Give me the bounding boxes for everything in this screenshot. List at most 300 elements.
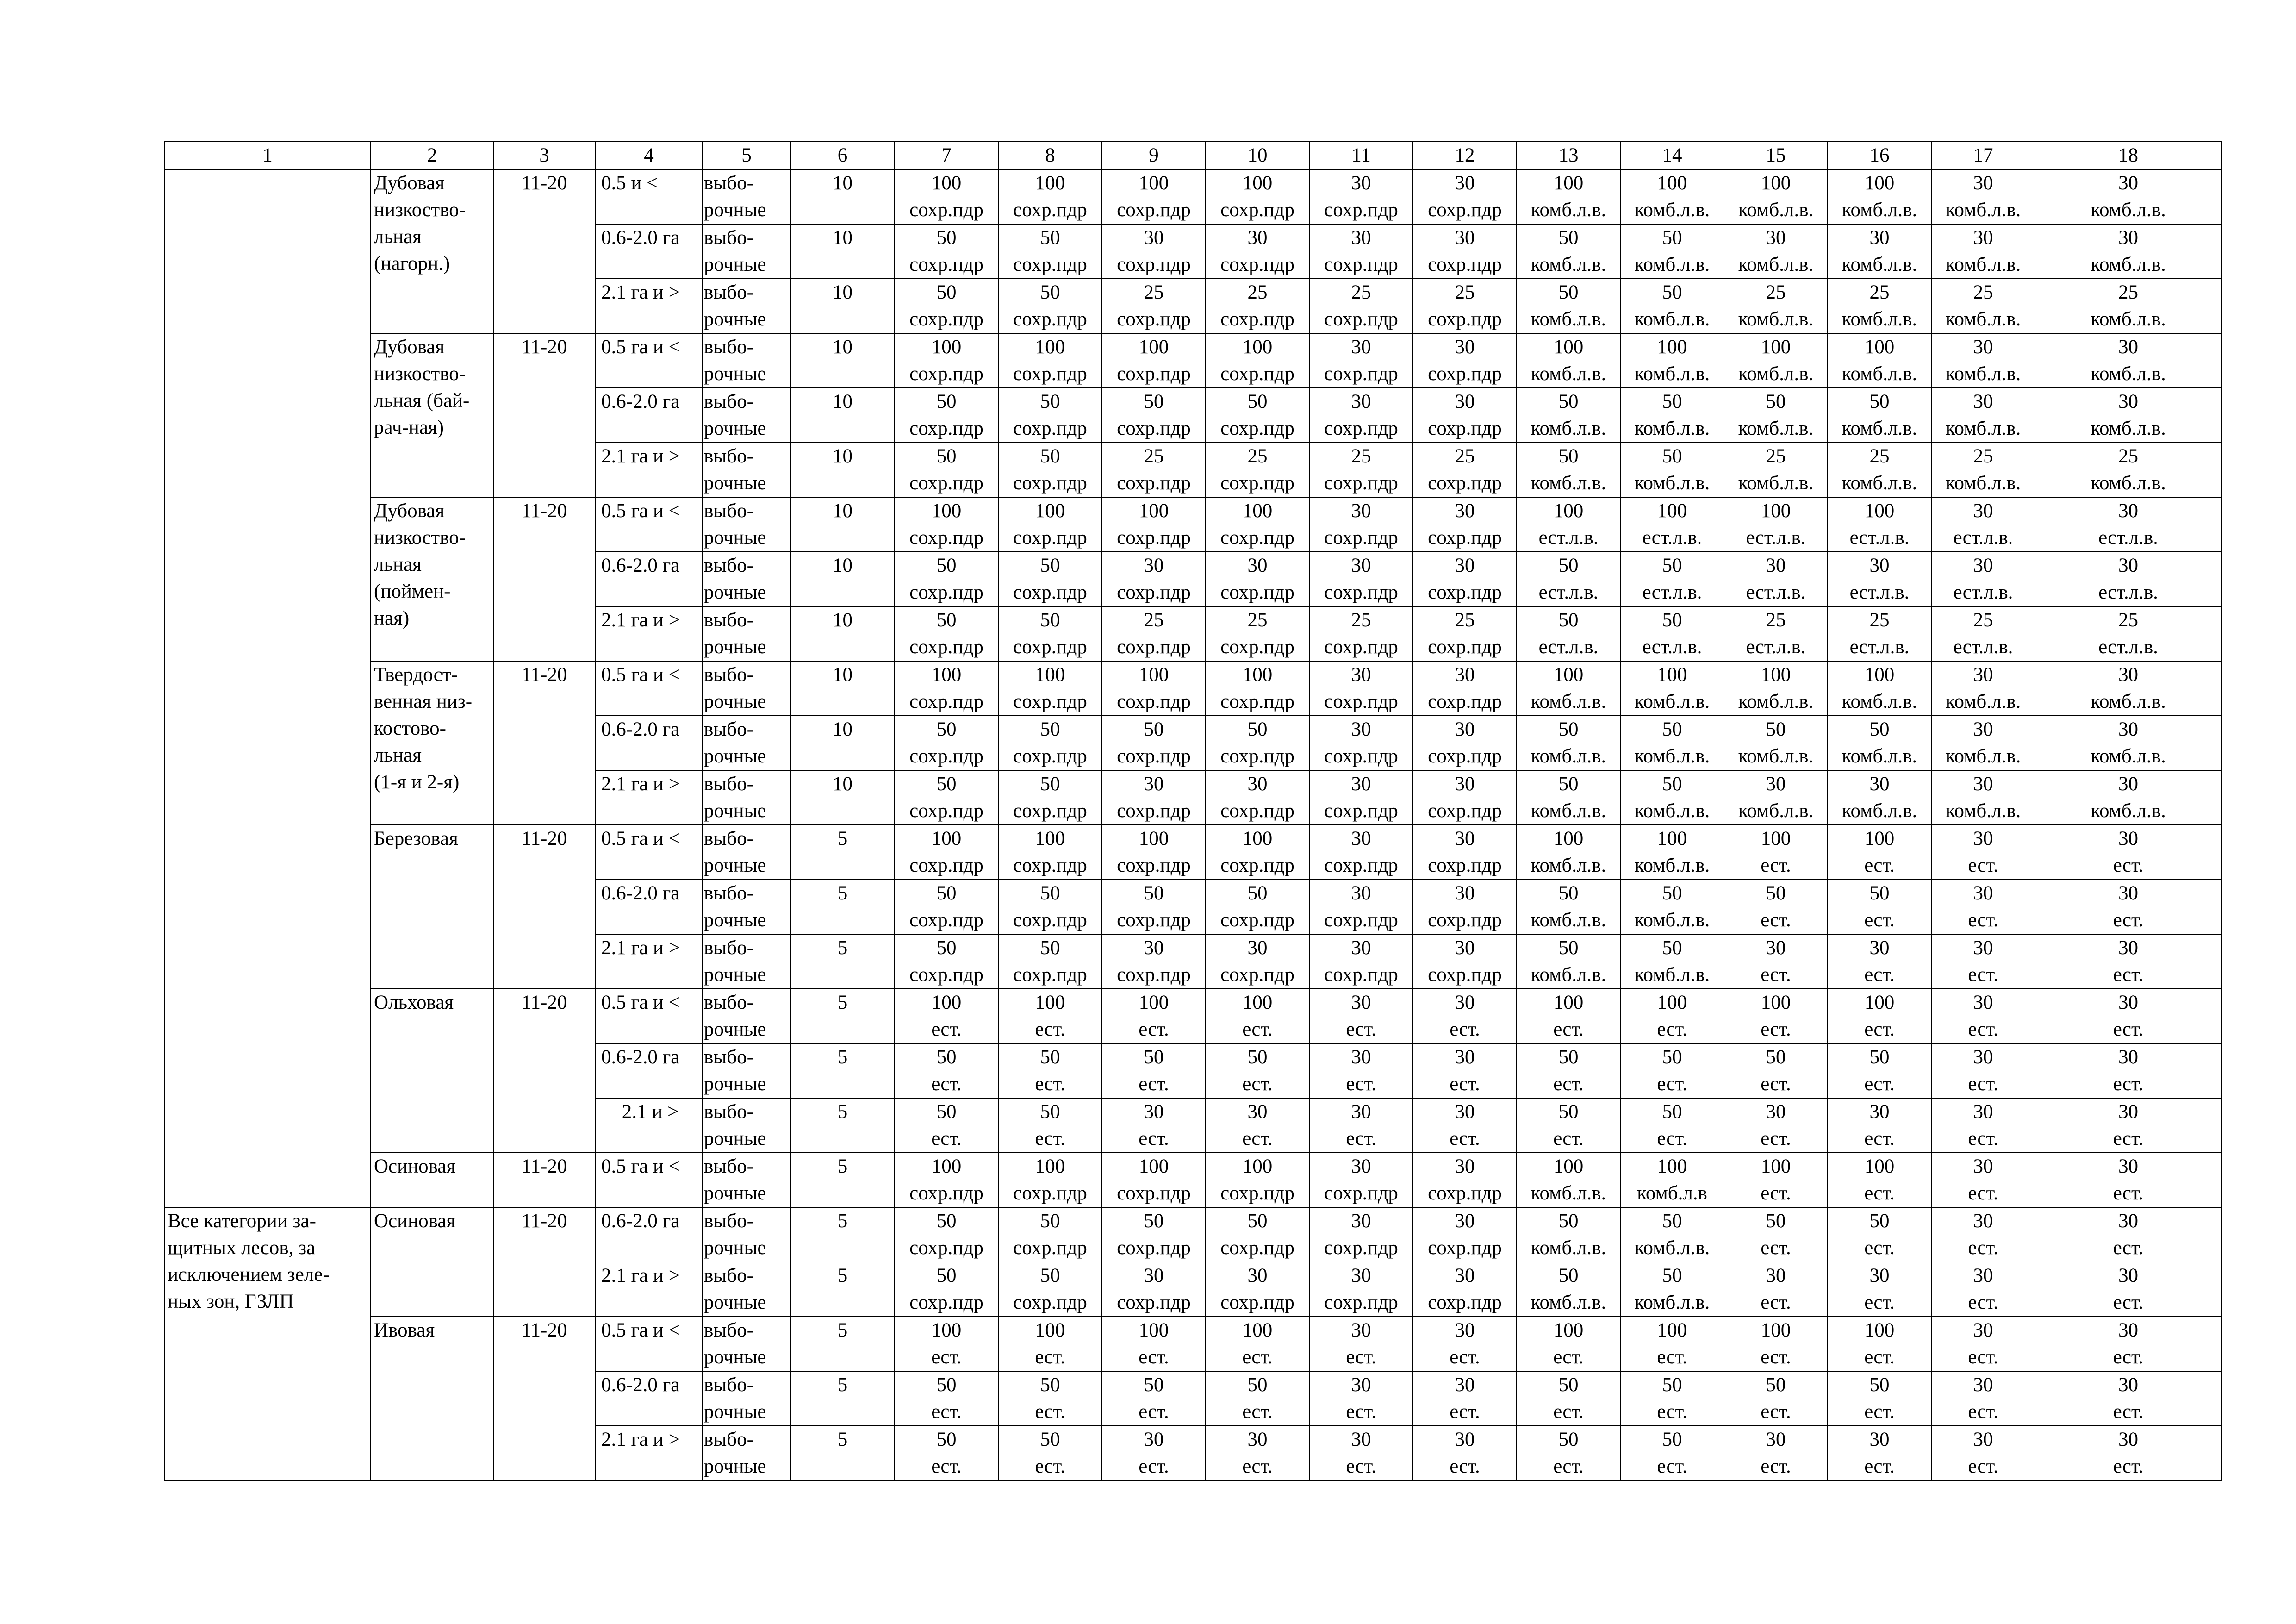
cutting-type-cell <box>703 333 790 388</box>
value-number: 30 <box>2118 1101 2138 1123</box>
value-method: ест. <box>1035 1018 1065 1040</box>
value-cell <box>895 169 998 224</box>
value-cell <box>895 1426 998 1480</box>
value-method: комб.л.в. <box>1945 800 2021 822</box>
value-number: 50 <box>936 773 957 795</box>
value-number: 30 <box>1455 500 1475 522</box>
value-number: 30 <box>1766 227 1786 249</box>
cell-line: выбо- <box>704 336 753 358</box>
value-method: комб.л.в. <box>1842 363 1917 385</box>
value-method: сохр.пдр <box>1220 418 1294 439</box>
value-cell <box>1828 1262 1931 1317</box>
value-number: 30 <box>1455 718 1475 740</box>
value-method: комб.л.в. <box>1945 363 2021 385</box>
value-number: 30 <box>2118 718 2138 740</box>
age-cell: 11-20 <box>493 825 595 989</box>
value-number: 50 <box>1247 391 1268 412</box>
value-number: 100 <box>931 828 962 849</box>
value-number: 100 <box>1864 500 1895 522</box>
value-number: 30 <box>1973 664 1993 686</box>
cutting-type-cell <box>703 716 790 770</box>
value-method: комб.л.в. <box>2091 199 2166 221</box>
value-method: ест.л.в. <box>2098 636 2158 658</box>
cell-line: выбо- <box>704 1210 753 1232</box>
value-cell <box>1828 443 1931 497</box>
column-6-cell: 5 <box>790 1153 895 1207</box>
value-number: 50 <box>1662 1210 1682 1232</box>
area-cell: 2.1 га и > <box>595 279 703 333</box>
value-cell <box>895 388 998 443</box>
value-number: 30 <box>1973 1429 1993 1450</box>
value-cell <box>998 934 1102 989</box>
value-number: 25 <box>1455 609 1475 631</box>
cutting-type-cell <box>703 552 790 606</box>
value-number: 30 <box>1247 1429 1268 1450</box>
value-cell <box>1309 333 1413 388</box>
value-number: 25 <box>1144 281 1164 303</box>
value-number: 100 <box>1242 172 1273 194</box>
value-method: сохр.пдр <box>1428 527 1502 549</box>
value-method: сохр.пдр <box>1324 1237 1398 1259</box>
value-method: сохр.пдр <box>1324 1182 1398 1204</box>
value-method: сохр.пдр <box>1324 363 1398 385</box>
value-method: комб.л.в. <box>1634 472 1710 494</box>
value-number: 30 <box>2118 1156 2138 1177</box>
value-number: 25 <box>1973 609 1993 631</box>
cutting-type-cell <box>703 1262 790 1317</box>
value-method: ест. <box>1242 1401 1273 1423</box>
value-method: сохр.пдр <box>1013 855 1087 876</box>
value-cell <box>895 552 998 606</box>
value-cell <box>1413 497 1517 552</box>
value-cell <box>1413 443 1517 497</box>
cell-line: рочные <box>704 581 766 603</box>
value-cell <box>2035 770 2221 825</box>
value-number: 50 <box>1558 227 1579 249</box>
value-method: ест. <box>1761 909 1791 931</box>
cutting-type-cell <box>703 224 790 279</box>
value-cell <box>895 1262 998 1317</box>
value-method: ест. <box>1864 909 1895 931</box>
value-number: 30 <box>1144 937 1164 959</box>
value-method: сохр.пдр <box>909 909 983 931</box>
value-cell <box>1517 661 1620 716</box>
value-number: 50 <box>1558 1101 1579 1123</box>
value-number: 100 <box>1035 336 1065 358</box>
value-number: 30 <box>1455 937 1475 959</box>
value-method: ест. <box>931 1128 962 1149</box>
column-number-16: 16 <box>1828 142 1931 169</box>
value-number: 100 <box>1553 1319 1584 1341</box>
value-method: сохр.пдр <box>1324 1292 1398 1313</box>
value-cell <box>1413 716 1517 770</box>
cell-line: Дубовая <box>374 500 445 522</box>
value-number: 50 <box>936 227 957 249</box>
value-method: комб.л.в. <box>2091 418 2166 439</box>
value-cell <box>1102 934 1206 989</box>
value-number: 50 <box>1766 718 1786 740</box>
value-method: ест. <box>1035 1455 1065 1477</box>
value-method: комб.л.в. <box>1531 308 1606 330</box>
value-number: 100 <box>1864 992 1895 1013</box>
value-cell <box>1724 661 1828 716</box>
value-method: ест. <box>1761 1073 1791 1095</box>
value-number: 50 <box>1558 1210 1579 1232</box>
value-cell <box>1413 934 1517 989</box>
value-method: сохр.пдр <box>1428 745 1502 767</box>
value-cell <box>895 497 998 552</box>
cell-line: выбо- <box>704 1046 753 1068</box>
value-cell <box>1206 989 1309 1043</box>
value-method: ест. <box>1035 1128 1065 1149</box>
value-cell <box>2035 1262 2221 1317</box>
value-number: 30 <box>1973 828 1993 849</box>
value-method: ест. <box>1864 964 1895 986</box>
value-method: сохр.пдр <box>1220 1182 1294 1204</box>
value-method: ест. <box>1242 1073 1273 1095</box>
value-method: комб.л.в. <box>1738 691 1814 712</box>
cell-line: рочные <box>704 909 766 931</box>
value-method: сохр.пдр <box>909 581 983 603</box>
value-method: сохр.пдр <box>1428 800 1502 822</box>
value-number: 100 <box>1553 1156 1584 1177</box>
column-6-cell: 5 <box>790 1317 895 1371</box>
value-number: 100 <box>1761 500 1791 522</box>
table-row <box>164 333 2221 388</box>
value-method: сохр.пдр <box>1220 636 1294 658</box>
cell-line: низкоство- <box>374 363 466 385</box>
value-method: сохр.пдр <box>1220 1237 1294 1259</box>
value-cell <box>1102 224 1206 279</box>
value-cell <box>1206 1098 1309 1153</box>
value-cell <box>2035 1371 2221 1426</box>
value-cell <box>1309 1098 1413 1153</box>
value-number: 100 <box>1035 172 1065 194</box>
cell-line: Дубовая <box>374 336 445 358</box>
value-cell <box>895 279 998 333</box>
value-number: 50 <box>1144 391 1164 412</box>
value-cell <box>1309 1317 1413 1371</box>
value-number: 50 <box>1144 1210 1164 1232</box>
value-number: 100 <box>1139 336 1169 358</box>
value-cell <box>998 497 1102 552</box>
value-cell <box>1206 1262 1309 1317</box>
value-number: 50 <box>1558 1265 1579 1287</box>
value-cell <box>1102 989 1206 1043</box>
area-cell: 2.1 га и > <box>595 1262 703 1317</box>
value-cell <box>1931 989 2035 1043</box>
value-method: комб.л.в <box>1637 1182 1707 1204</box>
value-cell <box>998 388 1102 443</box>
cell-line: рочные <box>704 745 766 767</box>
value-cell <box>1413 1262 1517 1317</box>
value-cell <box>1413 1317 1517 1371</box>
value-method: сохр.пдр <box>909 691 983 712</box>
value-number: 100 <box>1035 664 1065 686</box>
value-number: 50 <box>1662 718 1682 740</box>
value-cell <box>1309 224 1413 279</box>
value-method: комб.л.в. <box>1531 855 1606 876</box>
value-cell <box>1931 552 2035 606</box>
value-method: сохр.пдр <box>1428 691 1502 712</box>
cell-line: выбо- <box>704 828 753 849</box>
value-cell <box>1517 716 1620 770</box>
value-method: сохр.пдр <box>1220 1292 1294 1313</box>
value-cell <box>1206 934 1309 989</box>
value-number: 100 <box>1864 1319 1895 1341</box>
value-cell <box>1828 661 1931 716</box>
value-method: сохр.пдр <box>1013 1292 1087 1313</box>
value-cell <box>1724 388 1828 443</box>
value-cell <box>1828 934 1931 989</box>
value-number: 100 <box>931 172 962 194</box>
value-method: сохр.пдр <box>1428 308 1502 330</box>
value-cell <box>1413 1153 1517 1207</box>
value-number: 100 <box>1864 172 1895 194</box>
value-cell <box>1102 1371 1206 1426</box>
value-number: 50 <box>1040 882 1060 904</box>
value-cell <box>1620 169 1724 224</box>
value-method: комб.л.в. <box>2091 745 2166 767</box>
value-cell <box>1828 1098 1931 1153</box>
value-method: ест. <box>1450 1401 1480 1423</box>
value-method: сохр.пдр <box>909 199 983 221</box>
value-number: 30 <box>1973 1265 1993 1287</box>
value-number: 30 <box>1973 1156 1993 1177</box>
value-cell <box>1102 1317 1206 1371</box>
value-cell <box>998 880 1102 934</box>
value-method: комб.л.в. <box>1531 363 1606 385</box>
value-method: ест.л.в. <box>2098 527 2158 549</box>
value-number: 30 <box>1351 1429 1371 1450</box>
value-method: комб.л.в. <box>1738 308 1814 330</box>
cell-line: рочные <box>704 254 766 275</box>
value-method: ест.л.в. <box>1746 527 1806 549</box>
value-cell <box>2035 880 2221 934</box>
value-method: сохр.пдр <box>909 745 983 767</box>
value-cell <box>1620 1098 1724 1153</box>
value-cell <box>1931 934 2035 989</box>
value-method: ест.л.в. <box>1953 636 2013 658</box>
value-cell <box>998 1426 1102 1480</box>
value-cell <box>1102 880 1206 934</box>
value-number: 50 <box>1869 1374 1890 1396</box>
value-cell <box>1724 333 1828 388</box>
value-number: 50 <box>1558 555 1579 576</box>
value-cell <box>1931 169 2035 224</box>
value-cell <box>1620 716 1724 770</box>
value-number: 50 <box>936 1101 957 1123</box>
value-method: сохр.пдр <box>1117 691 1191 712</box>
cutting-type-cell <box>703 388 790 443</box>
value-number: 30 <box>1351 555 1371 576</box>
value-method: ест. <box>2113 1292 2144 1313</box>
value-cell <box>1206 1426 1309 1480</box>
value-number: 30 <box>1766 1101 1786 1123</box>
value-cell <box>1724 770 1828 825</box>
value-number: 100 <box>1035 828 1065 849</box>
value-number: 100 <box>1553 172 1584 194</box>
value-cell <box>2035 716 2221 770</box>
value-method: комб.л.в. <box>1531 1237 1606 1259</box>
stand-type-cell <box>371 661 493 825</box>
column-6-cell: 10 <box>790 606 895 661</box>
value-cell <box>998 1098 1102 1153</box>
value-number: 50 <box>936 391 957 412</box>
value-cell <box>1102 1426 1206 1480</box>
value-method: ест. <box>1761 1346 1791 1368</box>
value-cell <box>1828 1317 1931 1371</box>
value-cell <box>1413 989 1517 1043</box>
value-cell <box>998 169 1102 224</box>
value-number: 100 <box>931 992 962 1013</box>
value-cell <box>895 1317 998 1371</box>
value-method: сохр.пдр <box>1324 691 1398 712</box>
value-cell <box>1102 169 1206 224</box>
value-number: 50 <box>1247 1046 1268 1068</box>
value-cell <box>895 770 998 825</box>
age-cell: 11-20 <box>493 1317 595 1480</box>
value-cell <box>2035 1317 2221 1371</box>
cell-line: Дубовая <box>374 172 445 194</box>
value-number: 100 <box>1864 336 1895 358</box>
value-number: 30 <box>1973 500 1993 522</box>
value-number: 30 <box>1973 882 1993 904</box>
value-number: 50 <box>1558 773 1579 795</box>
cell-line: низкоство- <box>374 527 466 549</box>
value-cell <box>1517 880 1620 934</box>
value-method: комб.л.в. <box>1531 745 1606 767</box>
value-number: 100 <box>1035 1319 1065 1341</box>
value-cell <box>1102 279 1206 333</box>
value-cell <box>1206 716 1309 770</box>
value-number: 30 <box>1351 882 1371 904</box>
value-number: 30 <box>1455 1429 1475 1450</box>
value-cell <box>2035 388 2221 443</box>
value-method: комб.л.в. <box>1531 691 1606 712</box>
value-method: комб.л.в. <box>1634 363 1710 385</box>
value-number: 50 <box>1040 555 1060 576</box>
value-number: 50 <box>936 281 957 303</box>
value-cell <box>1828 224 1931 279</box>
value-method: ест. <box>1657 1073 1687 1095</box>
value-number: 50 <box>1766 391 1786 412</box>
value-number: 50 <box>1869 882 1890 904</box>
value-number: 50 <box>1144 1046 1164 1068</box>
area-cell: 2.1 га и > <box>595 606 703 661</box>
column-number-6: 6 <box>790 142 895 169</box>
value-cell <box>998 279 1102 333</box>
value-method: ест. <box>1346 1455 1376 1477</box>
value-method: комб.л.в. <box>1945 472 2021 494</box>
value-method: сохр.пдр <box>1428 1292 1502 1313</box>
value-number: 30 <box>1869 1101 1890 1123</box>
value-method: сохр.пдр <box>1428 581 1502 603</box>
column-number-14: 14 <box>1620 142 1724 169</box>
value-number: 30 <box>1455 1374 1475 1396</box>
table-body <box>164 169 2221 1480</box>
cutting-type-cell <box>703 169 790 224</box>
area-cell: 0.6-2.0 га <box>595 1207 703 1262</box>
value-method: ест. <box>1242 1455 1273 1477</box>
value-number: 30 <box>1351 937 1371 959</box>
value-number: 50 <box>1662 281 1682 303</box>
value-cell <box>998 661 1102 716</box>
value-method: сохр.пдр <box>1428 1182 1502 1204</box>
cell-line: рочные <box>704 855 766 876</box>
cutting-type-cell <box>703 497 790 552</box>
value-number: 30 <box>2118 882 2138 904</box>
value-method: ест. <box>1450 1128 1480 1149</box>
value-cell <box>1620 279 1724 333</box>
value-cell <box>1620 388 1724 443</box>
value-method: ест. <box>1450 1346 1480 1368</box>
value-method: ест.л.в. <box>1642 636 1702 658</box>
value-cell <box>998 1262 1102 1317</box>
value-number: 30 <box>1455 992 1475 1013</box>
value-number: 30 <box>2118 1210 2138 1232</box>
value-method: сохр.пдр <box>909 363 983 385</box>
value-method: сохр.пдр <box>1324 800 1398 822</box>
value-number: 50 <box>1869 1210 1890 1232</box>
value-cell <box>998 552 1102 606</box>
value-method: ест. <box>1761 1292 1791 1313</box>
stand-type-cell <box>371 1317 493 1480</box>
value-number: 100 <box>1657 664 1687 686</box>
value-method: сохр.пдр <box>1428 1237 1502 1259</box>
cell-line: выбо- <box>704 1265 753 1287</box>
cell-line: щитных лесов, за <box>168 1237 316 1259</box>
value-number: 25 <box>2118 609 2138 631</box>
value-method: ест.л.в. <box>2098 581 2158 603</box>
cell-line: Ольховая <box>374 992 454 1013</box>
value-number: 30 <box>2118 500 2138 522</box>
value-cell <box>1517 279 1620 333</box>
value-number: 30 <box>1351 227 1371 249</box>
value-number: 50 <box>1040 281 1060 303</box>
value-cell <box>895 333 998 388</box>
value-cell <box>1828 880 1931 934</box>
value-number: 30 <box>1766 1265 1786 1287</box>
value-cell <box>1102 443 1206 497</box>
value-method: сохр.пдр <box>1220 691 1294 712</box>
value-number: 25 <box>1869 281 1890 303</box>
value-method: комб.л.в. <box>1738 800 1814 822</box>
age-cell: 11-20 <box>493 497 595 661</box>
value-method: ест. <box>2113 1018 2144 1040</box>
value-method: ест. <box>1346 1401 1376 1423</box>
value-method: комб.л.в. <box>1634 1237 1710 1259</box>
column-number-11: 11 <box>1309 142 1413 169</box>
value-cell <box>1206 1043 1309 1098</box>
value-cell <box>1620 333 1724 388</box>
value-cell <box>1931 825 2035 880</box>
value-cell <box>1206 880 1309 934</box>
cell-line: льная <box>374 554 422 575</box>
value-number: 50 <box>1247 718 1268 740</box>
area-cell: 2.1 га и > <box>595 770 703 825</box>
value-method: ест. <box>1553 1128 1584 1149</box>
value-method: ест. <box>1553 1018 1584 1040</box>
value-method: комб.л.в. <box>1531 472 1606 494</box>
value-cell <box>1309 1207 1413 1262</box>
value-cell <box>1724 1153 1828 1207</box>
value-method: комб.л.в. <box>1738 254 1814 275</box>
value-method: ест. <box>1553 1346 1584 1368</box>
value-method: ест.л.в. <box>1849 636 1910 658</box>
value-number: 30 <box>2118 937 2138 959</box>
value-cell <box>1931 333 2035 388</box>
